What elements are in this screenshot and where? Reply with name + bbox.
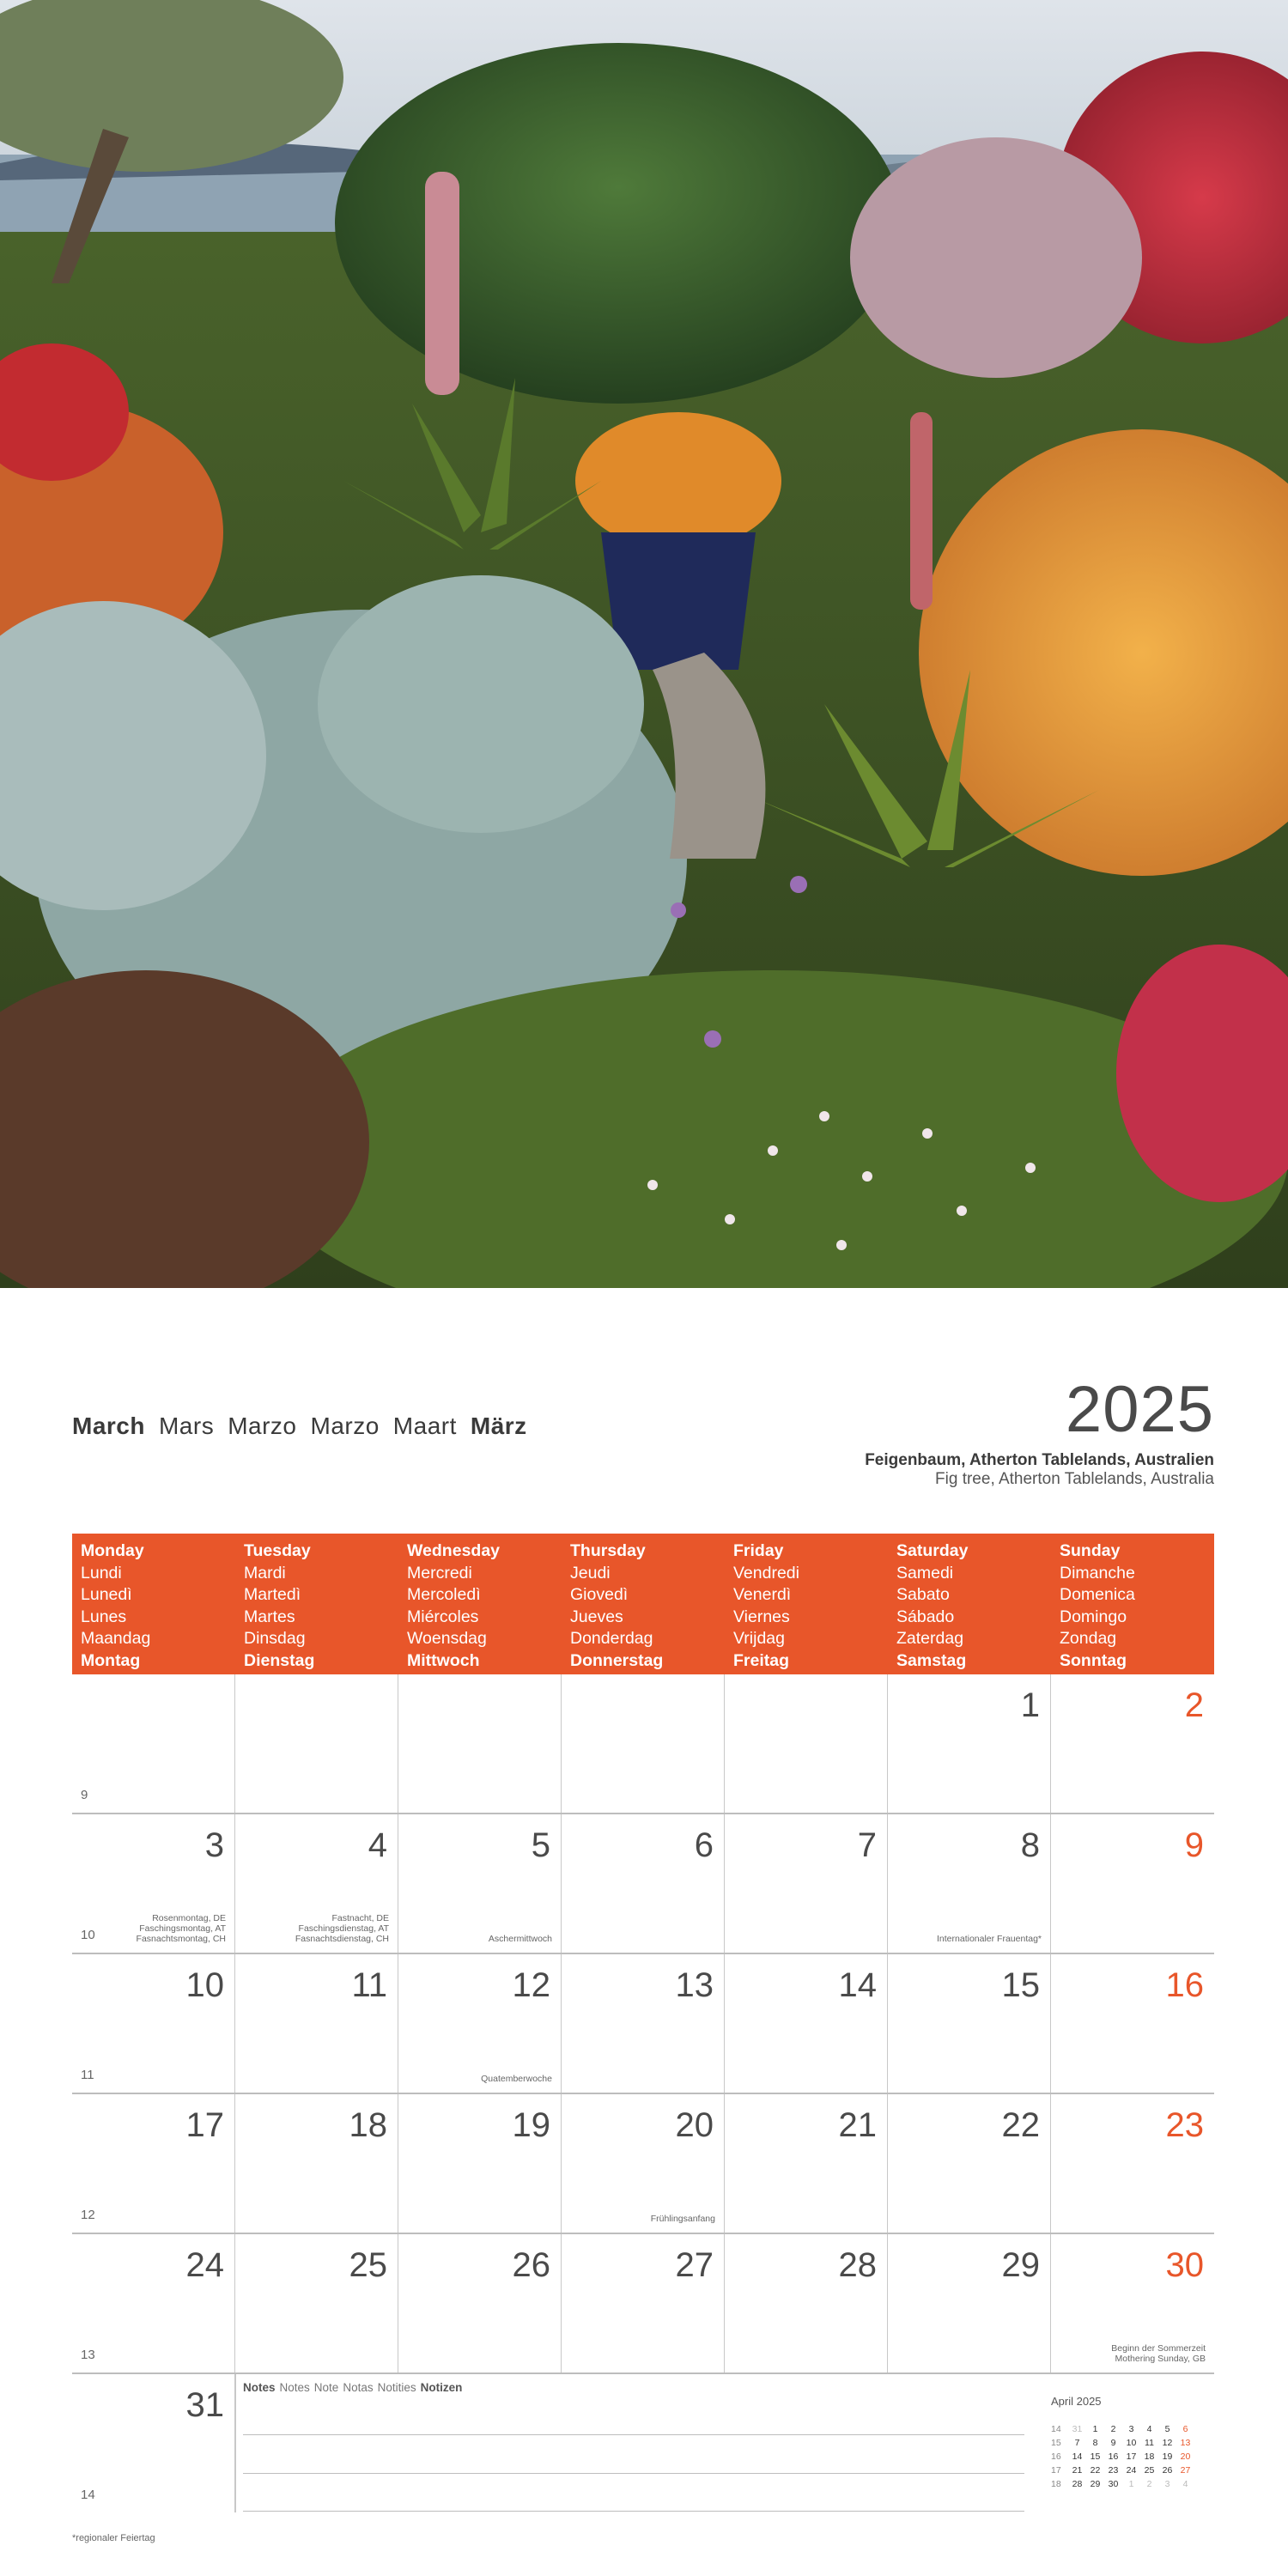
- month-name: März: [470, 1413, 527, 1439]
- weekday-name: Giovedì: [570, 1585, 629, 1604]
- day-cell: [398, 1814, 562, 1953]
- day-cell: [72, 1814, 235, 1953]
- mini-calendar: [1051, 2374, 1214, 2512]
- mini-day: 4: [1182, 2479, 1188, 2489]
- weekday-name: Vrijdag: [733, 1629, 785, 1648]
- day-number: 18: [349, 2106, 387, 2144]
- week-number: 9: [81, 1788, 88, 1802]
- day-cell: [398, 1954, 562, 2093]
- notes-label: Note: [313, 2381, 339, 2394]
- weekday-header-cell: [235, 1534, 398, 1674]
- year-label: 2025: [1065, 1373, 1214, 1446]
- day-cell: [562, 1674, 725, 1813]
- day-number: 31: [185, 2386, 224, 2424]
- day-cell: [562, 1954, 725, 2093]
- weekday-name: Montag: [81, 1650, 141, 1670]
- mini-day: 27: [1180, 2465, 1191, 2476]
- weekday-name: Wednesday: [407, 1541, 501, 1560]
- weekday-header-cell: [72, 1534, 235, 1674]
- note-line: [243, 2473, 1024, 2474]
- weekday-name: Domingo: [1060, 1607, 1127, 1626]
- day-cell: [562, 2234, 725, 2372]
- weekday-header-cell: [398, 1534, 562, 1674]
- notes-label: Notes: [279, 2381, 310, 2394]
- day-cell: [72, 1954, 235, 2093]
- week-row: [72, 2234, 1214, 2374]
- mini-day: 10: [1126, 2438, 1137, 2448]
- day-number: 27: [675, 2246, 714, 2284]
- mini-day: 18: [1144, 2451, 1155, 2462]
- mini-day: 31: [1072, 2424, 1083, 2434]
- notes-area[interactable]: [235, 2374, 1051, 2512]
- day-cell: [72, 2374, 235, 2512]
- mini-day: 25: [1144, 2465, 1155, 2476]
- holiday-note: Aschermittwoch: [488, 1934, 552, 1944]
- mini-day: 23: [1108, 2465, 1119, 2476]
- day-number: 24: [185, 2246, 224, 2284]
- weekday-name: Viernes: [733, 1607, 790, 1626]
- day-number: 16: [1165, 1966, 1204, 2004]
- day-cell: [235, 2234, 398, 2372]
- mini-day: 3: [1164, 2479, 1170, 2489]
- weekday-name: Lundi: [81, 1563, 122, 1583]
- holiday-note: Beginn der Sommerzeit Mothering Sunday, GB: [1111, 2343, 1206, 2364]
- weekday-name: Jueves: [570, 1607, 623, 1626]
- mini-week-number: 14: [1051, 2424, 1061, 2434]
- day-cell: [725, 1674, 888, 1813]
- mini-calendar-row: [1051, 2436, 1194, 2450]
- week-row: [72, 1954, 1214, 2094]
- mini-calendar-title: April 2025: [1051, 2395, 1102, 2408]
- mini-day: 29: [1090, 2479, 1101, 2489]
- week-number: 11: [81, 2068, 94, 2082]
- mini-day: 11: [1145, 2438, 1154, 2448]
- day-cell: [398, 1674, 562, 1813]
- mini-day: 30: [1108, 2479, 1119, 2489]
- mini-day: 22: [1090, 2465, 1101, 2476]
- mini-day: 13: [1180, 2438, 1191, 2448]
- day-number: 19: [512, 2106, 550, 2144]
- day-cell: [398, 2094, 562, 2233]
- day-number: 7: [857, 1826, 877, 1864]
- mini-day: 20: [1180, 2451, 1191, 2462]
- weekday-header-cell: [725, 1534, 888, 1674]
- day-number: 13: [675, 1966, 714, 2004]
- holiday-note: Rosenmontag, DE Faschingsmontag, AT Fasnachtsmontag, CH: [136, 1913, 226, 1944]
- day-cell: [72, 1674, 235, 1813]
- weekday-name: Zondag: [1060, 1629, 1117, 1648]
- day-cell: [888, 2094, 1051, 2233]
- day-number: 5: [531, 1826, 550, 1864]
- weekday-name: Sonntag: [1060, 1650, 1127, 1670]
- day-cell: [562, 2094, 725, 2233]
- day-number: 21: [838, 2106, 877, 2144]
- mini-day: 1: [1128, 2479, 1134, 2489]
- day-cell: [725, 1814, 888, 1953]
- week-row: [72, 1674, 1214, 1814]
- mini-day: 16: [1108, 2451, 1119, 2462]
- weekday-name: Miércoles: [407, 1607, 479, 1626]
- weekday-name: Lunes: [81, 1607, 127, 1626]
- day-number: 8: [1020, 1826, 1040, 1864]
- mini-day: 6: [1182, 2424, 1188, 2434]
- mini-calendar-row: [1051, 2477, 1194, 2491]
- week-row: [72, 1814, 1214, 1954]
- month-name: Marzo: [228, 1413, 297, 1439]
- mini-week-number: 15: [1051, 2438, 1061, 2448]
- day-cell: [235, 1814, 398, 1953]
- mini-calendar-row: [1051, 2464, 1194, 2477]
- weekday-name: Samedi: [896, 1563, 954, 1583]
- day-cell: [72, 2094, 235, 2233]
- day-number: 29: [1001, 2246, 1040, 2284]
- mini-day: 3: [1128, 2424, 1134, 2434]
- day-number: 11: [351, 1966, 387, 2004]
- month-names: [72, 1413, 541, 1440]
- weekday-name: Saturday: [896, 1541, 969, 1560]
- weekday-name: Dienstag: [244, 1650, 315, 1670]
- day-cell: [888, 1674, 1051, 1813]
- mini-day: 4: [1146, 2424, 1152, 2434]
- day-number: 2: [1184, 1686, 1204, 1724]
- weekday-name: Mercredi: [407, 1563, 472, 1583]
- month-name: Marzo: [310, 1413, 380, 1439]
- week-number: 13: [81, 2348, 95, 2362]
- weekday-header-cell: [562, 1534, 725, 1674]
- week-number: 14: [81, 2488, 95, 2502]
- mini-week-number: 16: [1051, 2451, 1061, 2462]
- mini-day: 14: [1072, 2451, 1083, 2462]
- mini-day: 21: [1072, 2465, 1083, 2476]
- day-cell: [888, 2234, 1051, 2372]
- weekday-name: Monday: [81, 1541, 144, 1560]
- notes-label: Notes: [243, 2381, 276, 2394]
- weekday-header: [72, 1534, 1214, 1674]
- mini-day: 2: [1146, 2479, 1152, 2489]
- mini-day: 5: [1164, 2424, 1170, 2434]
- footnote: *regionaler Feiertag: [72, 2533, 155, 2543]
- notes-label: Notizen: [420, 2381, 463, 2394]
- weekday-name: Martedì: [244, 1585, 301, 1604]
- note-line: [243, 2511, 1024, 2512]
- day-number: 20: [675, 2106, 714, 2144]
- mini-day: 12: [1162, 2438, 1173, 2448]
- day-cell: [1051, 2094, 1214, 2233]
- day-number: 6: [694, 1826, 714, 1864]
- weekday-name: Lunedì: [81, 1585, 132, 1604]
- weekday-name: Mercoledì: [407, 1585, 481, 1604]
- day-number: 17: [185, 2106, 224, 2144]
- day-number: 1: [1020, 1686, 1040, 1724]
- day-cell: [1051, 1814, 1214, 1953]
- holiday-note: Fastnacht, DE Faschingsdienstag, AT Fasnachtsdienstag, CH: [295, 1913, 389, 1944]
- caption-english: Fig tree, Atherton Tablelands, Australia: [935, 1470, 1214, 1488]
- week-row: [72, 2094, 1214, 2234]
- mini-day: 1: [1092, 2424, 1098, 2434]
- day-number: 15: [1001, 1966, 1040, 2004]
- mini-day: 9: [1110, 2438, 1116, 2448]
- mini-week-number: 17: [1051, 2465, 1061, 2476]
- mini-day: 8: [1092, 2438, 1098, 2448]
- holiday-note: Internationaler Frauentag*: [937, 1934, 1042, 1944]
- weekday-name: Freitag: [733, 1650, 790, 1670]
- weekday-name: Mittwoch: [407, 1650, 480, 1670]
- week-number: 12: [81, 2208, 95, 2222]
- day-cell: [235, 1954, 398, 2093]
- day-number: 26: [512, 2246, 550, 2284]
- photo-caption: [865, 1451, 1214, 1489]
- mini-calendar-table: [1051, 2422, 1194, 2491]
- weekday-name: Friday: [733, 1541, 784, 1560]
- week-number: 10: [81, 1928, 95, 1942]
- day-number: 9: [1184, 1826, 1204, 1864]
- day-number: 23: [1165, 2106, 1204, 2144]
- day-cell: [1051, 1674, 1214, 1813]
- day-cell: [235, 2094, 398, 2233]
- day-cell: [725, 2234, 888, 2372]
- weekday-name: Woensdag: [407, 1629, 487, 1648]
- day-cell: [725, 1954, 888, 2093]
- day-cell: [235, 1674, 398, 1813]
- notes-header: [243, 2381, 466, 2394]
- day-number: 28: [838, 2246, 877, 2284]
- mini-day: 28: [1072, 2479, 1083, 2489]
- weekday-name: Dinsdag: [244, 1629, 306, 1648]
- last-week-row: [72, 2374, 1214, 2512]
- mini-day: 19: [1162, 2451, 1173, 2462]
- note-line: [243, 2434, 1024, 2435]
- day-cell: [1051, 1954, 1214, 2093]
- day-number: 14: [838, 1966, 877, 2004]
- weekday-name: Domenica: [1060, 1585, 1135, 1604]
- weekday-name: Thursday: [570, 1541, 646, 1560]
- month-name: Maart: [392, 1413, 457, 1439]
- weekday-name: Martes: [244, 1607, 295, 1626]
- weekday-name: Sunday: [1060, 1541, 1121, 1560]
- weekday-header-cell: [1051, 1534, 1214, 1674]
- weekday-name: Zaterdag: [896, 1629, 964, 1648]
- mini-day: 2: [1110, 2424, 1116, 2434]
- weekday-name: Mardi: [244, 1563, 286, 1583]
- day-cell: [888, 1814, 1051, 1953]
- weekday-name: Dimanche: [1060, 1563, 1135, 1583]
- weekday-name: Vendredi: [733, 1563, 799, 1583]
- weekday-name: Tuesday: [244, 1541, 311, 1560]
- calendar-grid: [72, 1534, 1214, 2512]
- day-cell: [1051, 2234, 1214, 2372]
- weekday-name: Jeudi: [570, 1563, 611, 1583]
- day-number: 25: [349, 2246, 387, 2284]
- weekday-name: Donnerstag: [570, 1650, 664, 1670]
- day-cell: [725, 2094, 888, 2233]
- day-number: 3: [204, 1826, 224, 1864]
- weekday-name: Samstag: [896, 1650, 967, 1670]
- day-number: 22: [1001, 2106, 1040, 2144]
- weekday-name: Sábado: [896, 1607, 955, 1626]
- caption-german: Feigenbaum, Atherton Tablelands, Australien: [865, 1451, 1214, 1469]
- weekday-name: Sabato: [896, 1585, 950, 1604]
- month-name: March: [72, 1413, 145, 1439]
- holiday-note: Frühlingsanfang: [650, 2214, 715, 2224]
- day-number: 4: [368, 1826, 387, 1864]
- mini-calendar-row: [1051, 2450, 1194, 2464]
- mini-day: 24: [1126, 2465, 1137, 2476]
- mini-day: 26: [1162, 2465, 1173, 2476]
- weeks: [72, 1674, 1214, 2374]
- month-name: Mars: [158, 1413, 215, 1439]
- notes-label: Notities: [377, 2381, 416, 2394]
- mini-day: 7: [1074, 2438, 1080, 2448]
- day-number: 10: [185, 1966, 224, 2004]
- mini-calendar-row: [1051, 2422, 1194, 2436]
- mini-week-number: 18: [1051, 2479, 1061, 2489]
- day-number: 12: [512, 1966, 550, 2004]
- day-cell: [72, 2234, 235, 2372]
- mini-day: 17: [1126, 2451, 1137, 2462]
- weekday-name: Donderdag: [570, 1629, 653, 1648]
- day-cell: [398, 2234, 562, 2372]
- weekday-name: Venerdì: [733, 1585, 792, 1604]
- day-number: 30: [1165, 2246, 1204, 2284]
- notes-label: Notas: [343, 2381, 374, 2394]
- weekday-header-cell: [888, 1534, 1051, 1674]
- mini-day: 15: [1090, 2451, 1101, 2462]
- day-cell: [562, 1814, 725, 1953]
- weekday-name: Maandag: [81, 1629, 151, 1648]
- holiday-note: Quatemberwoche: [481, 2074, 552, 2084]
- day-cell: [888, 1954, 1051, 2093]
